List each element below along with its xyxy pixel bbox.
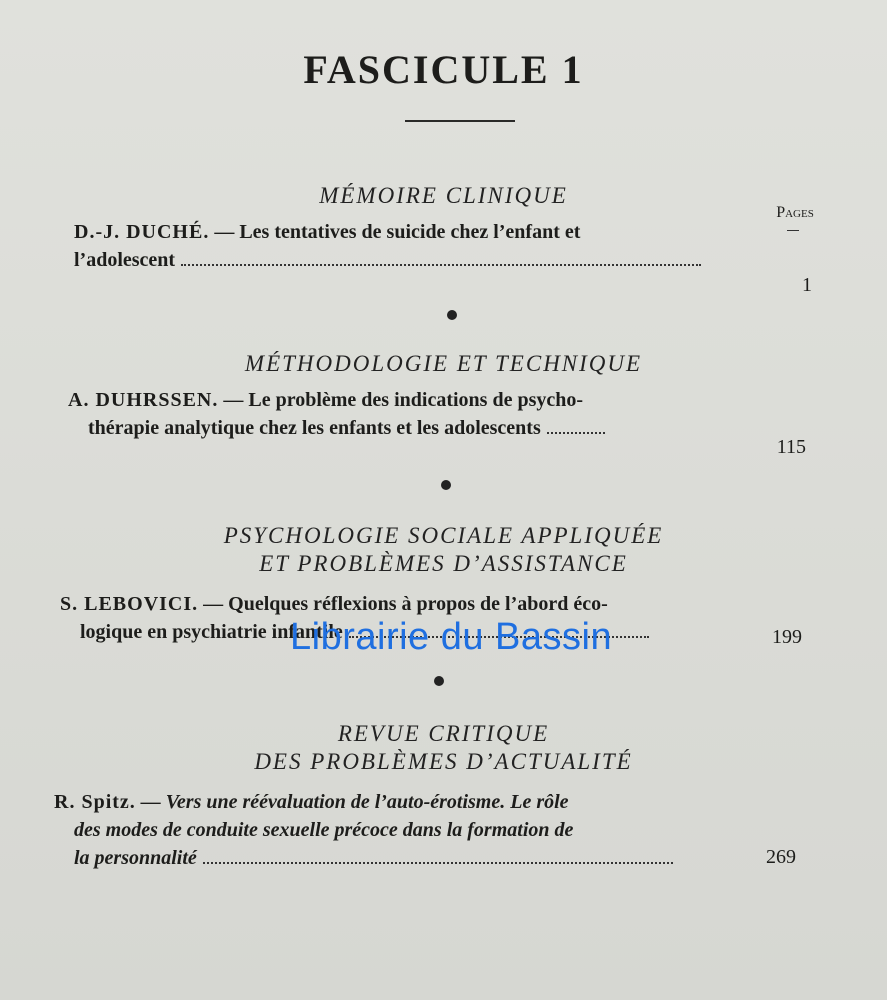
section-heading-line: ET PROBLÈMES D’ASSISTANCE	[259, 551, 628, 576]
entry-author: A. DUHRSSEN.	[68, 389, 219, 411]
section-separator-bullet	[447, 310, 457, 320]
section-separator-bullet	[434, 676, 444, 686]
entry-author: S. LEBOVICI.	[60, 593, 199, 615]
entry-author: D.-J. DUCHÉ.	[74, 221, 210, 243]
dot-leader	[547, 432, 605, 434]
entry-title-line: des modes de conduite sexuelle précoce dans la formation de	[74, 819, 574, 841]
entry-title-line: thérapie analytique chez les enfants et les adolescents	[88, 417, 541, 439]
section-heading-psychologie-sociale	[0, 522, 887, 578]
title-rule	[405, 120, 515, 122]
entry-title-line: — Le problème des indications de psycho-	[223, 389, 584, 411]
section-heading-line: DES PROBLÈMES D’ACTUALITÉ	[254, 749, 633, 774]
section-heading-memoire-clinique	[0, 182, 887, 210]
toc-entry-spitz	[54, 788, 754, 872]
entry-page-number: 115	[776, 436, 806, 458]
entry-author: R. Spitz.	[54, 791, 136, 813]
page-title: FASCICULE 1	[303, 47, 584, 92]
entry-title-line: — Les tentatives de suicide chez l’enfant et	[214, 221, 581, 243]
entry-title-line: — Quelques réflexions à propos de l’abord éco-	[203, 593, 608, 615]
toc-entry-duche	[74, 218, 764, 274]
pages-column-dash	[787, 230, 799, 231]
section-heading-line: PSYCHOLOGIE SOCIALE APPLIQUÉE	[223, 523, 664, 548]
dot-leader	[181, 264, 701, 266]
toc-entry-duhrssen	[68, 386, 768, 442]
entry-title-line: — Vers une réévaluation de l’auto-érotisme. Le rôle	[140, 791, 569, 813]
entry-page-number: 1	[802, 274, 812, 296]
section-separator-bullet	[441, 480, 451, 490]
section-heading-methodologie	[0, 350, 887, 378]
section-heading-revue-critique	[0, 720, 887, 776]
entry-title-line: la personnalité	[74, 847, 197, 869]
watermark: Librairie du Bassin	[290, 616, 613, 658]
section-heading-line: MÉMOIRE CLINIQUE	[319, 183, 568, 208]
entry-title-line: l’adolescent	[74, 249, 176, 271]
entry-title-line: logique en psychiatrie infantile	[80, 621, 343, 643]
section-heading-line: REVUE CRITIQUE	[337, 721, 550, 746]
section-heading-line: MÉTHODOLOGIE ET TECHNIQUE	[244, 351, 643, 376]
dot-leader	[203, 862, 673, 864]
entry-page-number: 269	[766, 846, 796, 868]
entry-page-number: 199	[772, 626, 802, 648]
pages-column-label: Pages	[776, 204, 814, 221]
